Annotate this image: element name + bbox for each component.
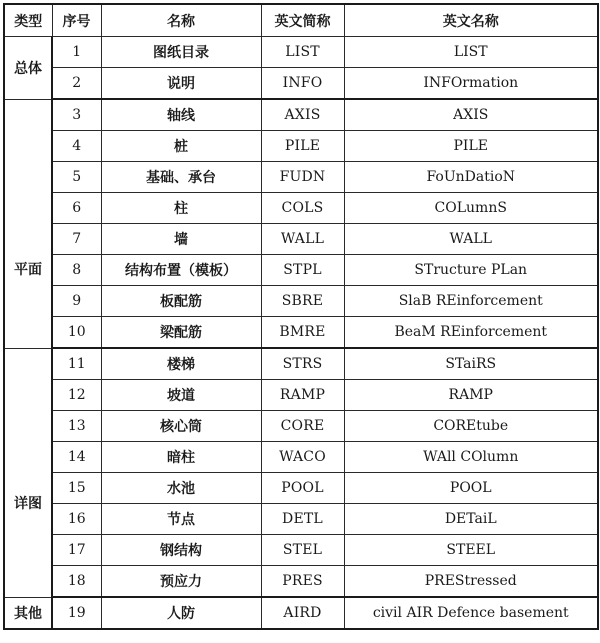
abbr-cell: CORE: [261, 411, 344, 442]
full-name-cell: PREStressed: [344, 566, 598, 598]
name-cell: 坡道: [101, 380, 261, 411]
name-cell: 柱: [101, 193, 261, 224]
name-cell: 结构布置（模板）: [101, 255, 261, 286]
full-name-cell: INFOrmation: [344, 68, 598, 100]
category-cell: 其他: [4, 597, 52, 629]
table-row: [4, 566, 598, 598]
seq-cell: 16: [52, 504, 101, 535]
abbr-cell: FUDN: [261, 162, 344, 193]
name-cell: 人防: [101, 597, 261, 629]
abbr-cell: BMRE: [261, 317, 344, 349]
full-name-cell: FoUnDatioN: [344, 162, 598, 193]
full-name-cell: RAMP: [344, 380, 598, 411]
abbr-cell: AXIS: [261, 99, 344, 131]
header-row: [4, 4, 598, 37]
full-name-cell: LIST: [344, 37, 598, 68]
table-row: [4, 99, 598, 131]
abbr-cell: INFO: [261, 68, 344, 100]
seq-cell: 5: [52, 162, 101, 193]
seq-cell: 13: [52, 411, 101, 442]
full-name-cell: BeaM REinforcement: [344, 317, 598, 349]
category-cell: 详图: [4, 348, 52, 597]
table-row: [4, 255, 598, 286]
abbr-cell: STRS: [261, 348, 344, 380]
full-name-cell: DETaiL: [344, 504, 598, 535]
table-row: [4, 348, 598, 380]
name-cell: 图纸目录: [101, 37, 261, 68]
full-name-cell: WAll COlumn: [344, 442, 598, 473]
category-cell: 总体: [4, 37, 52, 100]
abbr-cell: LIST: [261, 37, 344, 68]
abbr-cell: AIRD: [261, 597, 344, 629]
table-row: [4, 317, 598, 349]
table-row: [4, 224, 598, 255]
seq-cell: 15: [52, 473, 101, 504]
seq-cell: 4: [52, 131, 101, 162]
table-row: [4, 504, 598, 535]
table-row: [4, 411, 598, 442]
full-name-cell: WALL: [344, 224, 598, 255]
seq-cell: 7: [52, 224, 101, 255]
full-name-cell: COREtube: [344, 411, 598, 442]
abbr-cell: DETL: [261, 504, 344, 535]
full-name-cell: COLumnS: [344, 193, 598, 224]
seq-cell: 9: [52, 286, 101, 317]
seq-cell: 6: [52, 193, 101, 224]
full-name-cell: civil AIR Defence basement: [344, 597, 598, 629]
table-row: [4, 193, 598, 224]
drawing-code-table: [3, 3, 599, 630]
category-cell: 平面: [4, 99, 52, 348]
full-name-cell: PILE: [344, 131, 598, 162]
abbr-cell: PILE: [261, 131, 344, 162]
header-category: 类型: [4, 4, 52, 37]
name-cell: 水池: [101, 473, 261, 504]
table-row: [4, 286, 598, 317]
seq-cell: 12: [52, 380, 101, 411]
abbr-cell: POOL: [261, 473, 344, 504]
name-cell: 预应力: [101, 566, 261, 598]
table-row: [4, 131, 598, 162]
seq-cell: 10: [52, 317, 101, 349]
name-cell: 桩: [101, 131, 261, 162]
abbr-cell: STEL: [261, 535, 344, 566]
seq-cell: 17: [52, 535, 101, 566]
table-body: [4, 37, 598, 630]
name-cell: 轴线: [101, 99, 261, 131]
full-name-cell: STaiRS: [344, 348, 598, 380]
header-name: 名称: [101, 4, 261, 37]
seq-cell: 3: [52, 99, 101, 131]
table-row: [4, 473, 598, 504]
name-cell: 节点: [101, 504, 261, 535]
abbr-cell: STPL: [261, 255, 344, 286]
seq-cell: 8: [52, 255, 101, 286]
full-name-cell: STructure PLan: [344, 255, 598, 286]
abbr-cell: COLS: [261, 193, 344, 224]
name-cell: 核心筒: [101, 411, 261, 442]
table-row: [4, 535, 598, 566]
table-row: [4, 68, 598, 100]
name-cell: 板配筋: [101, 286, 261, 317]
name-cell: 梁配筋: [101, 317, 261, 349]
name-cell: 说明: [101, 68, 261, 100]
full-name-cell: STEEL: [344, 535, 598, 566]
seq-cell: 2: [52, 68, 101, 100]
name-cell: 暗柱: [101, 442, 261, 473]
seq-cell: 19: [52, 597, 101, 629]
table-row: [4, 597, 598, 629]
seq-cell: 14: [52, 442, 101, 473]
abbr-cell: RAMP: [261, 380, 344, 411]
abbr-cell: WALL: [261, 224, 344, 255]
table-row: [4, 380, 598, 411]
seq-cell: 11: [52, 348, 101, 380]
full-name-cell: SlaB REinforcement: [344, 286, 598, 317]
full-name-cell: AXIS: [344, 99, 598, 131]
name-cell: 钢结构: [101, 535, 261, 566]
abbr-cell: PRES: [261, 566, 344, 598]
abbr-cell: WACO: [261, 442, 344, 473]
name-cell: 墙: [101, 224, 261, 255]
table-row: [4, 442, 598, 473]
name-cell: 基础、承台: [101, 162, 261, 193]
full-name-cell: POOL: [344, 473, 598, 504]
name-cell: 楼梯: [101, 348, 261, 380]
seq-cell: 18: [52, 566, 101, 598]
header-full: 英文名称: [344, 4, 598, 37]
table-row: [4, 162, 598, 193]
abbr-cell: SBRE: [261, 286, 344, 317]
table-row: [4, 37, 598, 68]
seq-cell: 1: [52, 37, 101, 68]
header-abbr: 英文简称: [261, 4, 344, 37]
header-seq: 序号: [52, 4, 101, 37]
